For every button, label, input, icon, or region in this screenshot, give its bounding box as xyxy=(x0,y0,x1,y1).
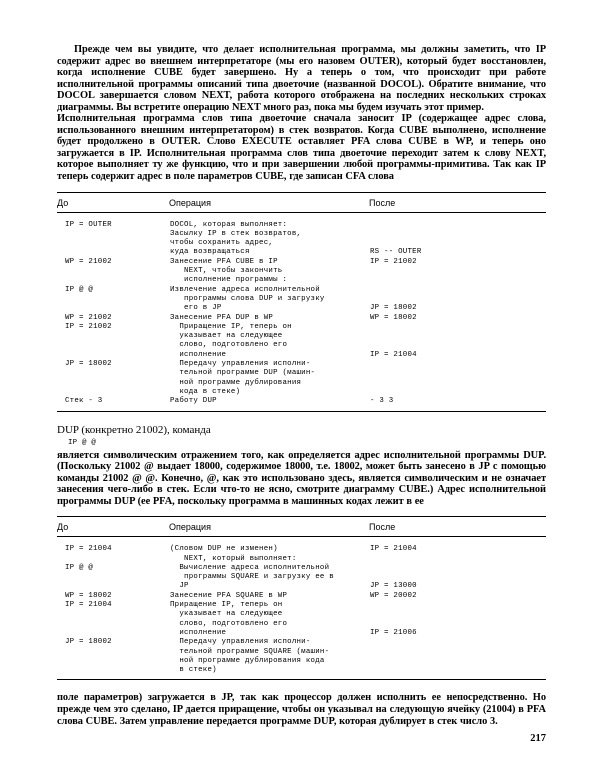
trace-operation-line: Извлечение адреса исполнительной xyxy=(170,285,320,294)
trace-operation-line: Занесение PFA SQUARE в WP xyxy=(170,591,288,600)
trace-operation-line: исполнение программы : xyxy=(170,276,288,285)
trace-operation-line: исполнение xyxy=(170,628,227,637)
trace-operation-line: указывает на следующее xyxy=(170,332,283,341)
trace-operation-line: Работу DUP xyxy=(170,397,217,406)
trace-after-value: IP = 21004 xyxy=(370,545,417,554)
trace-after-value: JP = 18002 xyxy=(370,304,417,313)
trace-operation-line: чтобы сохранить адрес, xyxy=(170,239,274,248)
trace-before-value: IP @ @ xyxy=(65,563,94,572)
trace-after-value: WP = 20002 xyxy=(370,591,417,600)
table1-header-after: После xyxy=(369,197,396,208)
trace-before-value: IP = OUTER xyxy=(65,220,112,229)
trace-operation-line: исполнение xyxy=(170,350,227,359)
table1-header-operation: Операция xyxy=(169,197,211,208)
trace-before-value: JP = 18002 xyxy=(65,360,112,369)
middle-heading: DUP (конкретно 21002), команда xyxy=(57,423,211,436)
trace-before-value: IP = 21004 xyxy=(65,545,112,554)
trace-operation-line: куда возвращаться xyxy=(170,248,250,257)
trace-after-value: IP = 21006 xyxy=(370,628,417,637)
table2-header-before: До xyxy=(57,522,69,533)
table2-header-operation: Операция xyxy=(169,522,211,533)
trace-operation-line: в стеке) xyxy=(170,666,217,675)
trace-operation-line: Засылку IP в стек возвратов, xyxy=(170,229,302,238)
trace-operation-line: программы слова DUP и загрузку xyxy=(170,294,325,303)
trace-after-value: IP = 21002 xyxy=(370,257,417,266)
trace-before-value: IP = 21004 xyxy=(65,601,112,610)
trace-before-value: JP = 18002 xyxy=(65,638,112,647)
table2-body xyxy=(57,545,546,679)
trace-operation-line: (Словом DUP не изменен) xyxy=(170,545,278,554)
trace-operation-line: указывает на следующее xyxy=(170,610,283,619)
trace-operation-line: программы SQUARE и загрузку ее в xyxy=(170,573,334,582)
trace-before-value: Стек - 3 xyxy=(65,397,103,406)
trace-operation-line: тельной программе SQUARE (машин- xyxy=(170,647,330,656)
execution-trace-table-1 xyxy=(57,192,546,412)
trace-operation-line: DOCOL, которая выполняет: xyxy=(170,220,288,229)
trace-after-value: - 3 3 xyxy=(370,397,394,406)
trace-operation-line: Занесение PFA CUBE в IP xyxy=(170,257,278,266)
middle-mono-expression: IP @ @ xyxy=(68,438,97,447)
trace-operation-line: ной программе дублирования xyxy=(170,378,302,387)
trace-operation-line: Занесение PFA DUP в WP xyxy=(170,313,274,322)
trace-after-value: WP = 18002 xyxy=(370,313,417,322)
trace-after-value: IP = 21004 xyxy=(370,350,417,359)
trace-operation-line: тельной программе DUP (машин- xyxy=(170,369,316,378)
trace-operation-line: Вычисление адреса исполнительной xyxy=(170,563,330,572)
table2-header-row xyxy=(57,517,546,536)
table1-header-row xyxy=(57,193,546,212)
trace-before-value: WP = 18002 xyxy=(65,591,112,600)
trace-operation-line: слово, подготовлено его xyxy=(170,341,288,350)
intro-paragraph-1: Прежде чем вы увидите, что делает исполнительная программа, мы должны заметить, что IP содержит адрес во внешнем интерпретаторе (мы его назовем OUTER), который будет восстановлен, когда исполнение CUBE будет завершено. Ну а теперь о том, что происходит при работе исполнительной программы описаний типа двоеточие (названной DOCOL). Обратите внимание, что DOCOL завершается словом NEXT, работа которого отображена на последних нескольких строках диаграммы. Вы встретите операцию NEXT много раз, пока мы будем изучать этот пример. xyxy=(57,44,546,113)
trace-operation-line: кода в стеке) xyxy=(170,387,241,396)
trace-operation-line: NEXT, который выполняет: xyxy=(170,554,297,563)
execution-trace-table-2 xyxy=(57,516,546,680)
trace-operation-line: Приращение IP, теперь он xyxy=(170,322,292,331)
trace-operation-line: слово, подготовлено его xyxy=(170,619,288,628)
trace-operation-line: Приращение IP, теперь он xyxy=(170,601,283,610)
intro-paragraph-2: Исполнительная программа слов типа двоеточие сначала заносит IP (содержащее адрес слова, использованного внешним интерпретатором) в стек возвратов. Когда CUBE выполнено, исполнение будет продолжено в OUTER. Слово EXECUTE оставляет PFA слова CUBE в WP, и теперь оно загружается в IP. Исполнительная программа слов типа двоеточие переходит затем к слову NEXT, которое выполняет ту же функцию, что и при завершении любой программы-примитива. Так как IP теперь содержит адрес в поле параметров CUBE, где записан CFA слова xyxy=(57,113,546,183)
trace-operation-line: ной программе дублирования кода xyxy=(170,656,325,665)
table1-header-before: До xyxy=(57,197,69,208)
trace-operation-line: Передачу управления исполни- xyxy=(170,638,311,647)
table1-body xyxy=(57,221,546,411)
closing-paragraph: поле параметров) загружается в JP, так как процессор должен исполнить ее непосредственно. Но прежде чем это сделано, IP дается приращение, чтобы он указывал на следующую ячейку (21004) в PFA слова CUBE. Затем управление передается программе DUP, которая дублирует в стек число 3. xyxy=(57,692,546,727)
trace-operation-line: NEXT, чтобы закончить xyxy=(170,267,283,276)
page-number: 217 xyxy=(530,733,546,744)
trace-before-value: IP @ @ xyxy=(65,285,94,294)
trace-after-value: JP = 13000 xyxy=(370,582,417,591)
trace-before-value: WP = 21002 xyxy=(65,313,112,322)
trace-operation-line: Передачу управления исполни- xyxy=(170,360,311,369)
trace-operation-line: его в JP xyxy=(170,304,222,313)
trace-before-value: WP = 21002 xyxy=(65,257,112,266)
table2-header-after: После xyxy=(369,522,396,533)
trace-after-value: RS -- OUTER xyxy=(370,248,422,257)
trace-before-value: IP = 21002 xyxy=(65,322,112,331)
middle-paragraph: является символическим отражением того, как определяется адрес исполнительной программы DUP. (Поскольку 21002 @ выдает 18000, содержимое 18000, т.е. 18002, может быть занесено в JP с помощью команды 21002 @ @. Конечно, @, как это использовано здесь, является символическим и не означает занесения чего-либо в стек. Если что-то не ясно, смотрите диаграмму CUBE.) Адрес исполнительной программы DUP (ее PFA, поскольку программа в машинных кодах лежит в ее xyxy=(57,449,546,507)
trace-operation-line: JP xyxy=(170,582,189,591)
